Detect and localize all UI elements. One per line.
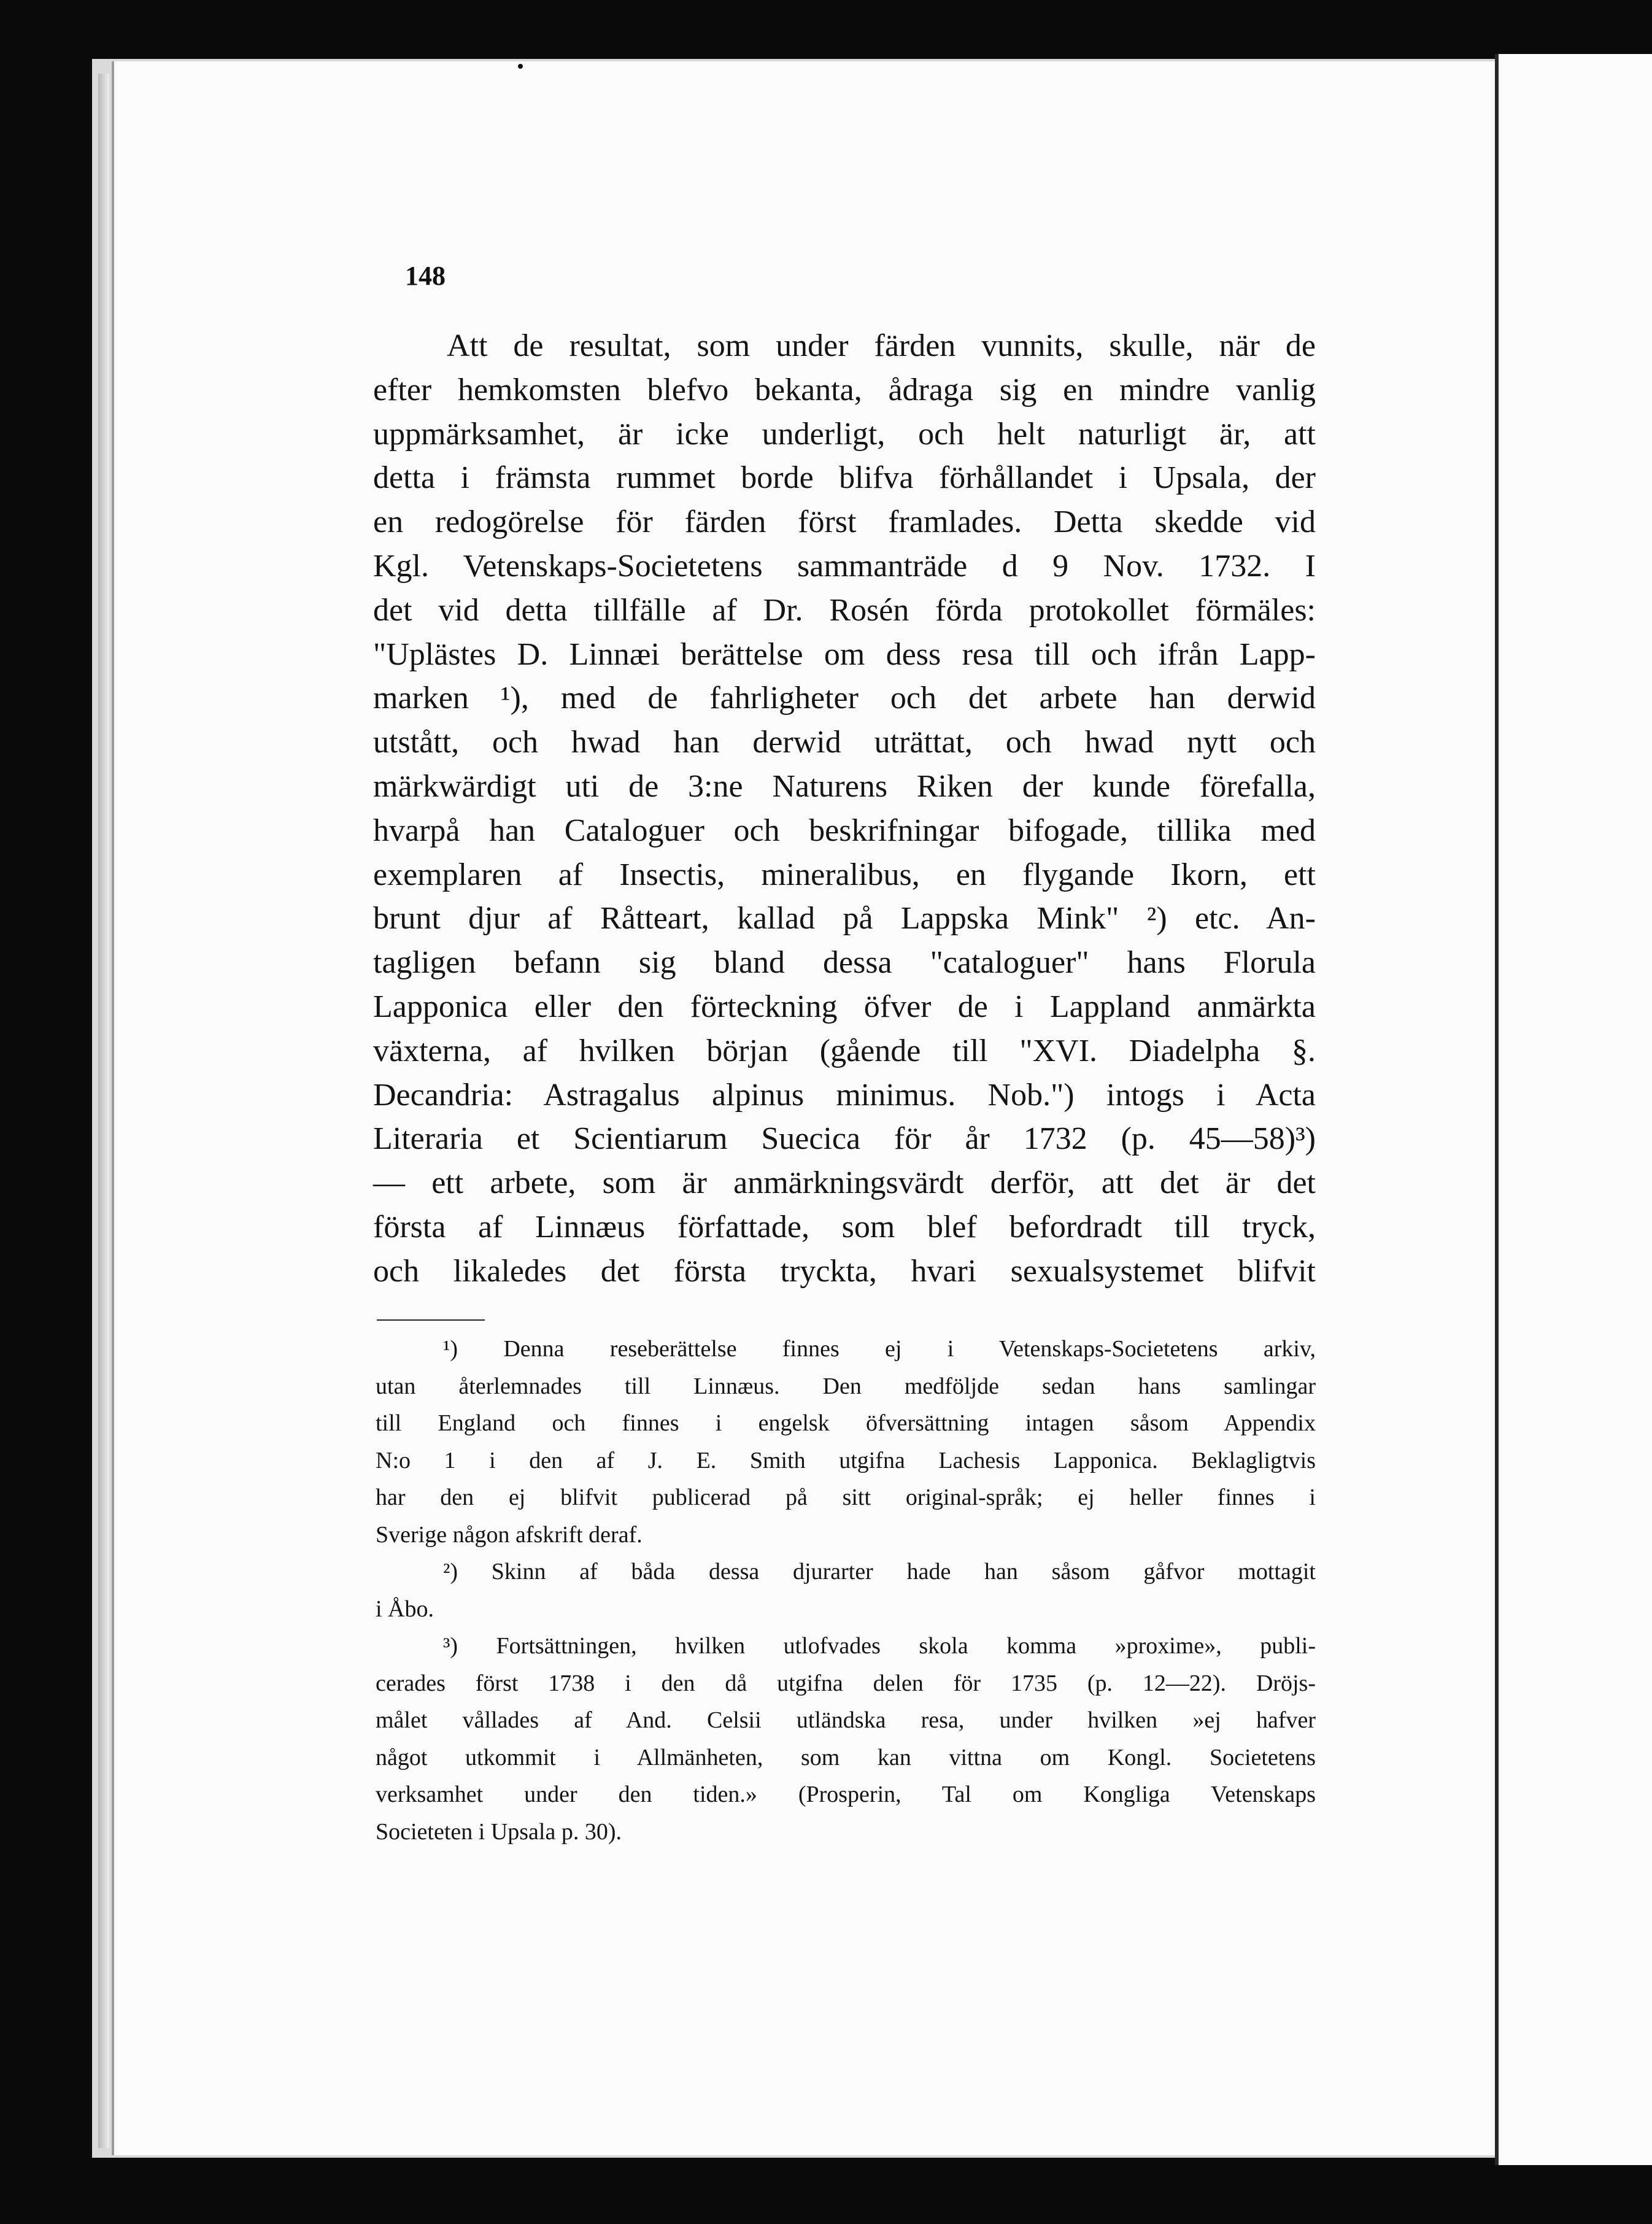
facing-page xyxy=(1495,54,1652,2165)
footnote-line: Sverige någon afskrift deraf. xyxy=(376,1521,643,1548)
body-line: utstått, och hwad han derwid uträttat, och hwad nytt och xyxy=(373,725,1316,760)
body-line: efter hemkomsten blefvo bekanta, ådraga sig en mindre vanlig xyxy=(373,372,1316,407)
body-line: marken ¹), med de fahrligheter och det arbete han derwid xyxy=(373,681,1316,716)
body-line: uppmärksamhet, är icke underligt, och helt naturligt är, att xyxy=(373,416,1316,452)
body-line: en redogörelse för färden först framlades. Detta skedde vid xyxy=(373,504,1316,540)
body-line: Att de resultat, som under färden vunnits, skulle, när de xyxy=(447,328,1316,363)
footnote-line: Societeten i Upsala p. 30). xyxy=(376,1818,622,1845)
footnote-line: ¹) Denna reseberättelse finnes ej i Vetenskaps-Societetens arkiv, xyxy=(443,1336,1316,1362)
footnote-line: utan återlemnades till Linnæus. Den medföljde sedan hans samlingar xyxy=(376,1373,1316,1399)
footnote-line: ²) Skinn af båda dessa djurarter hade han såsom gåfvor mottagit xyxy=(443,1559,1316,1585)
body-line: Lapponica eller den förteckning öfver de i Lappland anmärkta xyxy=(373,989,1316,1024)
footnote-line: cerades först 1738 i den då utgifna delen för 1735 (p. 12—22). Dröjs- xyxy=(376,1670,1316,1696)
body-line: det vid detta tillfälle af Dr. Rosén förda protokollet förmäles: xyxy=(373,592,1316,628)
footnote-line: i Åbo. xyxy=(376,1596,434,1622)
body-line: märkwärdigt uti de 3:ne Naturens Riken der kunde förefalla, xyxy=(373,768,1316,804)
body-line: exemplaren af Insectis, mineralibus, en flygande Ikorn, ett xyxy=(373,857,1316,892)
body-line: detta i främsta rummet borde blifva förhållandet i Upsala, der xyxy=(373,460,1316,496)
page-edge xyxy=(98,74,109,2148)
body-line: hvarpå han Cataloguer och beskrifningar bifogade, tillika med xyxy=(373,813,1316,848)
footnote-line: verksamhet under den tiden.» (Prosperin, Tal om Kongliga Vetenskaps xyxy=(376,1782,1316,1807)
footnotes xyxy=(376,1330,1316,1850)
body-line: — ett arbete, som är anmärkningsvärdt derför, att det är det xyxy=(373,1165,1316,1201)
body-line: Kgl. Vetenskaps-Societetens sammanträde d 9 Nov. 1732. I xyxy=(373,548,1316,584)
body-line: tagligen befann sig bland dessa "cataloguer" hans Florula xyxy=(373,945,1316,981)
body-line: växterna, af hvilken början (gående till "XVI. Diadelpha §. xyxy=(373,1033,1316,1068)
print-dot xyxy=(518,64,523,69)
body-line: Literaria et Scientiarum Suecica för år 1732 (p. 45—58)³) xyxy=(373,1121,1316,1157)
footnote-line: till England och finnes i engelsk öfversättning intagen såsom Appendix xyxy=(376,1410,1316,1436)
body-text xyxy=(373,324,1316,1294)
footnote-line: målet vållades af And. Celsii utländska resa, under hvilken »ej hafver xyxy=(376,1707,1316,1733)
body-line: "Uplästes D. Linnæi berättelse om dess resa till och ifrån Lapp- xyxy=(373,636,1316,672)
footnote-line: har den ej blifvit publicerad på sitt original-språk; ej heller finnes i xyxy=(376,1485,1316,1510)
body-line: Decandria: Astragalus alpinus minimus. Nob.") intogs i Acta xyxy=(373,1077,1316,1113)
page-number: 148 xyxy=(405,261,446,291)
footnote-line: något utkommit i Allmänheten, som kan vittna om Kongl. Societetens xyxy=(376,1744,1316,1770)
footnote-line: ³) Fortsättningen, hvilken utlofvades skola komma »proxime», publi- xyxy=(443,1633,1316,1659)
body-line: och likaledes det första tryckta, hvari sexualsystemet blifvit xyxy=(373,1253,1316,1289)
footnote-line: N:o 1 i den af J. E. Smith utgifna Lachesis Lapponica. Beklagligtvis xyxy=(376,1447,1316,1473)
footnote-divider xyxy=(377,1319,485,1321)
body-line: brunt djur af Råtteart, kallad på Lappska Mink" ²) etc. An- xyxy=(373,901,1316,936)
body-line: första af Linnæus författade, som blef befordradt till tryck, xyxy=(373,1209,1316,1245)
